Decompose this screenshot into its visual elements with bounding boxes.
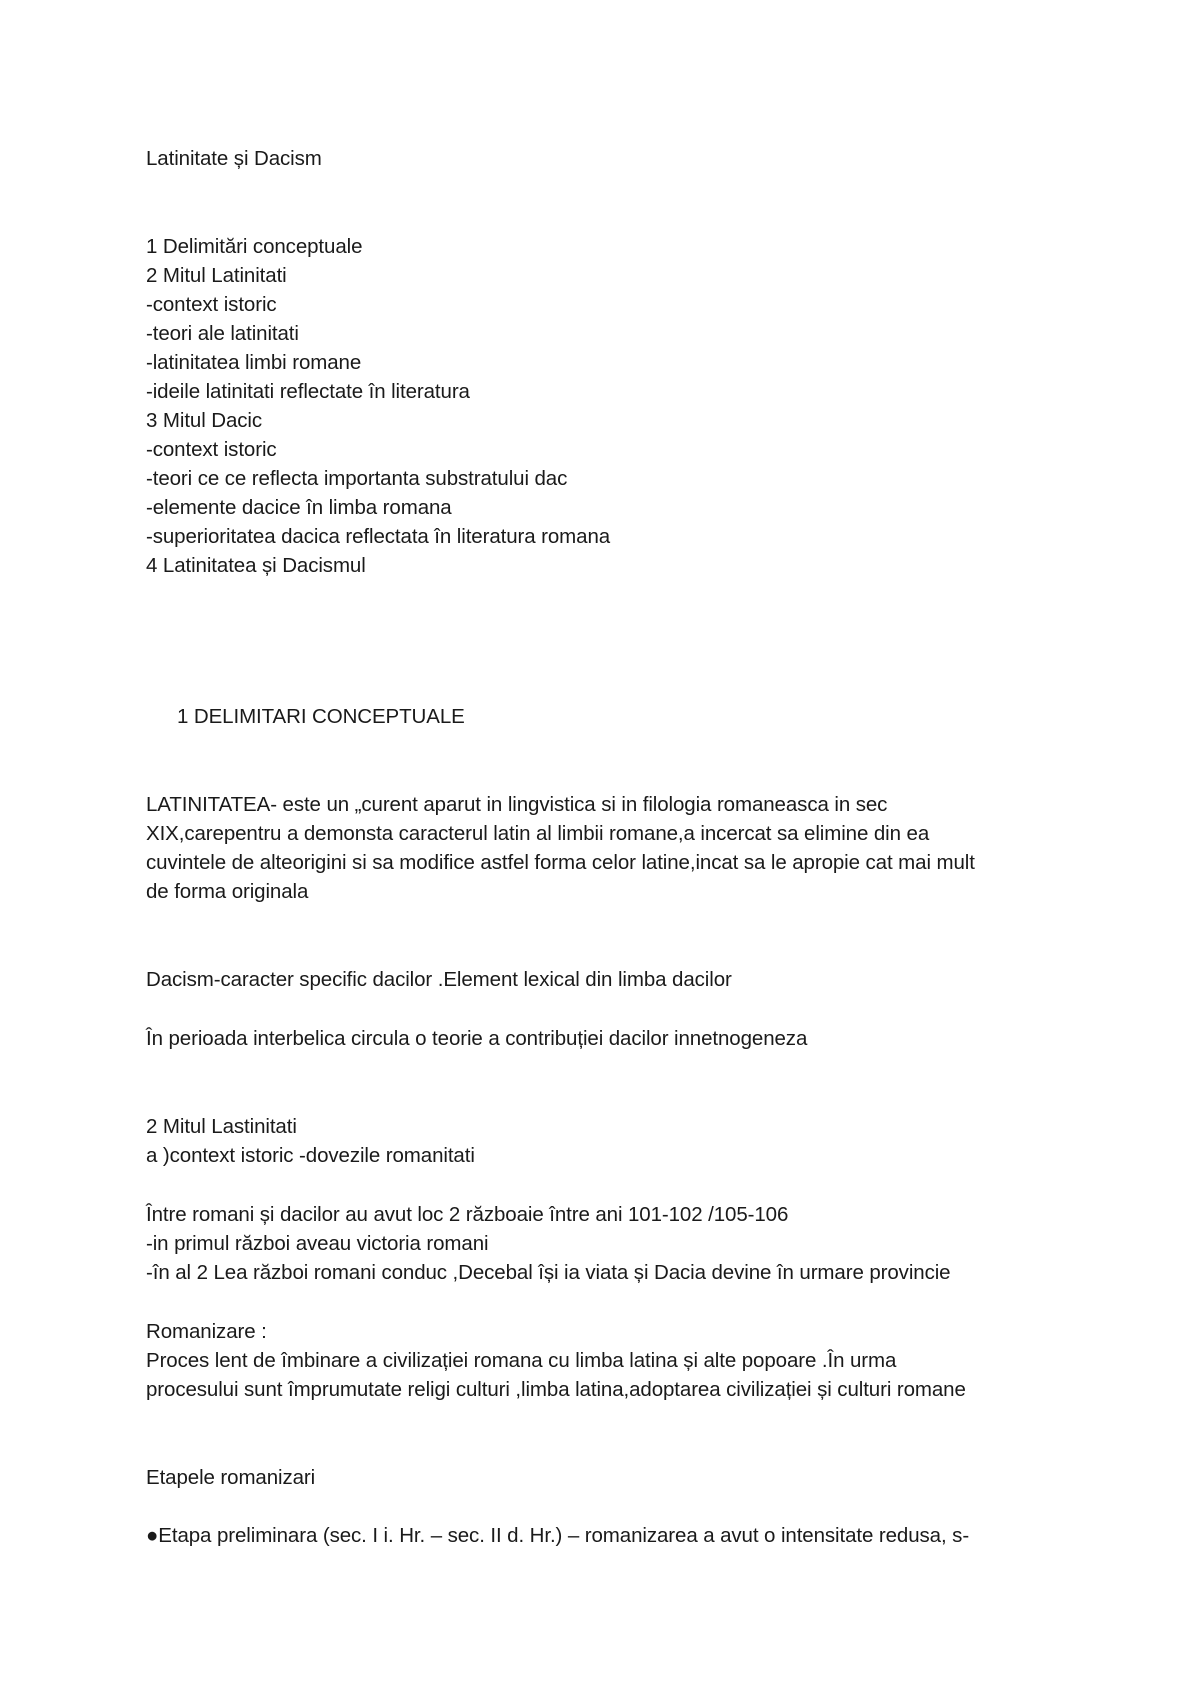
paragraph-line: XIX,carepentru a demonsta caracterul latin al limbii romane,a incercat sa elimine din ea	[146, 822, 930, 845]
outline-item: 3 Mitul Dacic	[146, 409, 263, 432]
bullet-line: ●Etapa preliminara (sec. I i. Hr. – sec. II d. Hr.) – romanizarea a avut o intensitate redusa, s-	[146, 1524, 970, 1547]
section-heading: 2 Mitul Lastinitati	[146, 1115, 297, 1138]
paragraph-line: procesului sunt împrumutate religi culturi ,limba latina,adoptarea civilizației și culturi romane	[146, 1378, 966, 1401]
subsection-heading: a )context istoric -dovezile romanitati	[146, 1144, 475, 1167]
outline-item: -context istoric	[146, 438, 277, 461]
outline-item: -elemente dacice în limba romana	[146, 496, 452, 519]
paragraph-line: -in primul război aveau victoria romani	[146, 1232, 489, 1255]
paragraph-line: LATINITATEA- este un „curent aparut in lingvistica si in filologia romaneasca in sec	[146, 793, 888, 816]
paragraph-line: Între romani și dacilor au avut loc 2 războaie între ani 101-102 /105-106	[146, 1203, 789, 1226]
paragraph-line: Proces lent de îmbinare a civilizației romana cu limba latina și alte popoare .În urma	[146, 1349, 897, 1372]
document-title: Latinitate și Dacism	[146, 147, 322, 170]
paragraph-line: -în al 2 Lea război romani conduc ,Decebal își ia viata și Dacia devine în urmare provincie	[146, 1261, 951, 1284]
section-heading: 1 DELIMITARI CONCEPTUALE	[177, 705, 465, 728]
label-line: Romanizare :	[146, 1320, 267, 1343]
subsection-heading: Etapele romanizari	[146, 1466, 316, 1489]
outline-item: -ideile latinitati reflectate în literatura	[146, 380, 470, 403]
definition-line: Dacism-caracter specific dacilor .Element lexical din limba dacilor	[146, 968, 732, 991]
paragraph-line: de forma originala	[146, 880, 309, 903]
outline-item: -superioritatea dacica reflectata în literatura romana	[146, 525, 611, 548]
outline-item: -context istoric	[146, 293, 277, 316]
outline-item: 4 Latinitatea și Dacismul	[146, 554, 366, 577]
paragraph-line: cuvintele de alteorigini si sa modifice astfel forma celor latine,incat sa le apropie cat mai mult	[146, 851, 975, 874]
outline-item: -teori ale latinitati	[146, 322, 299, 345]
outline-item: 1 Delimitări conceptuale	[146, 235, 363, 258]
paragraph-line: În perioada interbelica circula o teorie a contribuției dacilor innetnogeneza	[146, 1027, 808, 1050]
outline-item: -latinitatea limbi romane	[146, 351, 362, 374]
outline-item: -teori ce ce reflecta importanta substratului dac	[146, 467, 568, 490]
outline-item: 2 Mitul Latinitati	[146, 264, 287, 287]
